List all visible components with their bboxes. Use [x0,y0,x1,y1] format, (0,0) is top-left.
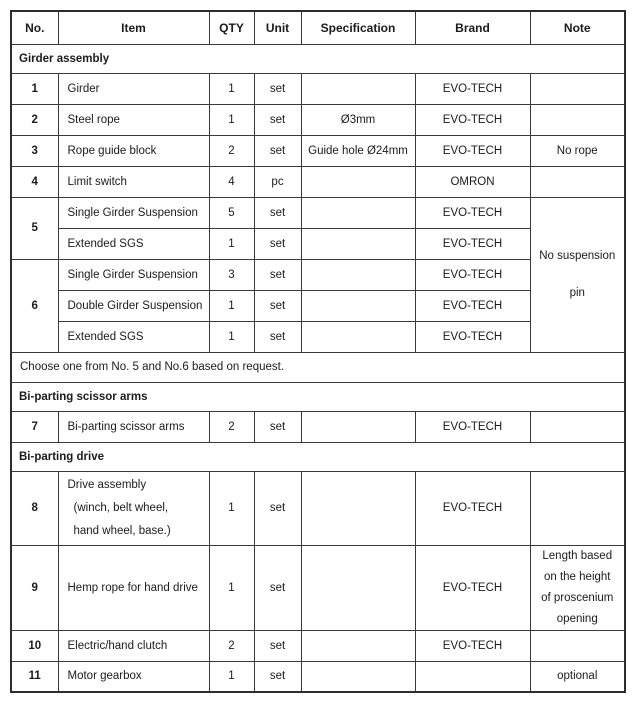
table-row [11,135,625,166]
cell-unit: set [254,290,301,321]
cell-no: 8 [11,471,58,545]
cell-unit: set [254,545,301,630]
cell-unit: set [254,135,301,166]
cell-spec [301,661,415,692]
cell-spec [301,411,415,442]
cell-unit: set [254,104,301,135]
cell-item: Single Girder Suspension [58,259,209,290]
cell-item: Extended SGS [58,321,209,352]
cell-note [530,471,625,545]
table-row [11,197,625,228]
cell-qty: 2 [209,135,254,166]
cell-spec [301,290,415,321]
cell-spec [301,73,415,104]
cell-unit: set [254,197,301,228]
cell-note: No rope [530,135,625,166]
cell-qty: 4 [209,166,254,197]
cell-qty: 1 [209,290,254,321]
table-row [11,73,625,104]
table-row [11,471,625,545]
parts-table-head [11,11,625,44]
table-row [11,661,625,692]
section-row [11,442,625,471]
cell-qty: 2 [209,411,254,442]
cell-item: Bi-parting scissor arms [58,411,209,442]
cell-brand: EVO-TECH [415,135,530,166]
cell-qty: 1 [209,321,254,352]
cell-no: 11 [11,661,58,692]
table-row [11,411,625,442]
section-row [11,44,625,73]
section-label: Bi-parting scissor arms [11,382,625,411]
cell-brand: EVO-TECH [415,228,530,259]
cell-note [530,104,625,135]
cell-brand: EVO-TECH [415,73,530,104]
fullspan-note-row [11,352,625,382]
cell-brand: EVO-TECH [415,630,530,661]
cell-no: 10 [11,630,58,661]
header-row [11,11,625,44]
cell-qty: 1 [209,661,254,692]
cell-spec [301,259,415,290]
cell-unit: set [254,321,301,352]
cell-no: 3 [11,135,58,166]
cell-qty: 3 [209,259,254,290]
cell-unit: set [254,471,301,545]
cell-note-lines: No suspension pin [539,249,616,299]
cell-qty: 1 [209,228,254,259]
cell-no: 4 [11,166,58,197]
cell-no: 5 [11,197,58,259]
cell-item-lines: Drive assembly (winch, belt wheel, hand wheel, base.) [67,478,171,537]
cell-item: Hemp rope for hand drive [58,545,209,630]
cell-spec [301,197,415,228]
cell-qty: 1 [209,104,254,135]
column-header-unit: Unit [254,11,301,44]
section-label: Girder assembly [11,44,625,73]
cell-qty: 2 [209,630,254,661]
cell-brand: EVO-TECH [415,545,530,630]
column-header-spec: Specification [301,11,415,44]
cell-unit: set [254,73,301,104]
cell-brand: EVO-TECH [415,321,530,352]
cell-brand: EVO-TECH [415,197,530,228]
section-row [11,382,625,411]
cell-unit: set [254,228,301,259]
cell-unit: set [254,259,301,290]
cell-item: Rope guide block [58,135,209,166]
column-header-item: Item [58,11,209,44]
cell-unit: pc [254,166,301,197]
cell-no: 1 [11,73,58,104]
cell-note [530,411,625,442]
cell-no: 9 [11,545,58,630]
column-header-note: Note [530,11,625,44]
cell-note [530,197,625,352]
cell-brand: EVO-TECH [415,290,530,321]
cell-note: optional [530,661,625,692]
cell-spec [301,545,415,630]
cell-brand [415,661,530,692]
cell-spec [301,321,415,352]
cell-spec: Guide hole Ø24mm [301,135,415,166]
cell-unit: set [254,411,301,442]
cell-brand: EVO-TECH [415,471,530,545]
column-header-qty: QTY [209,11,254,44]
table-row [11,630,625,661]
cell-item: Girder [58,73,209,104]
cell-unit: set [254,630,301,661]
cell-spec [301,471,415,545]
cell-no: 6 [11,259,58,352]
cell-item: Limit switch [58,166,209,197]
cell-spec [301,166,415,197]
cell-spec: Ø3mm [301,104,415,135]
cell-spec [301,630,415,661]
cell-note [530,73,625,104]
cell-qty: 1 [209,73,254,104]
cell-brand: EVO-TECH [415,259,530,290]
cell-brand: EVO-TECH [415,104,530,135]
table-row [11,104,625,135]
cell-item: Single Girder Suspension [58,197,209,228]
cell-note-lines: Length based on the height of proscenium opening [541,549,614,625]
cell-item: Steel rope [58,104,209,135]
column-header-no: No. [11,11,58,44]
table-row [11,166,625,197]
cell-brand: EVO-TECH [415,411,530,442]
parts-table-body [11,44,625,692]
column-header-brand: Brand [415,11,530,44]
cell-brand: OMRON [415,166,530,197]
cell-item [58,471,209,545]
cell-note [530,166,625,197]
cell-item: Motor gearbox [58,661,209,692]
parts-table [10,10,626,693]
cell-spec [301,228,415,259]
cell-unit: set [254,661,301,692]
cell-item: Electric/hand clutch [58,630,209,661]
section-label: Bi-parting drive [11,442,625,471]
cell-no: 2 [11,104,58,135]
cell-note [530,545,625,630]
cell-item: Double Girder Suspension [58,290,209,321]
table-row [11,545,625,630]
cell-item: Extended SGS [58,228,209,259]
fullspan-note-text: Choose one from No. 5 and No.6 based on request. [11,352,625,382]
cell-no: 7 [11,411,58,442]
cell-qty: 1 [209,545,254,630]
cell-note [530,630,625,661]
cell-qty: 5 [209,197,254,228]
cell-qty: 1 [209,471,254,545]
